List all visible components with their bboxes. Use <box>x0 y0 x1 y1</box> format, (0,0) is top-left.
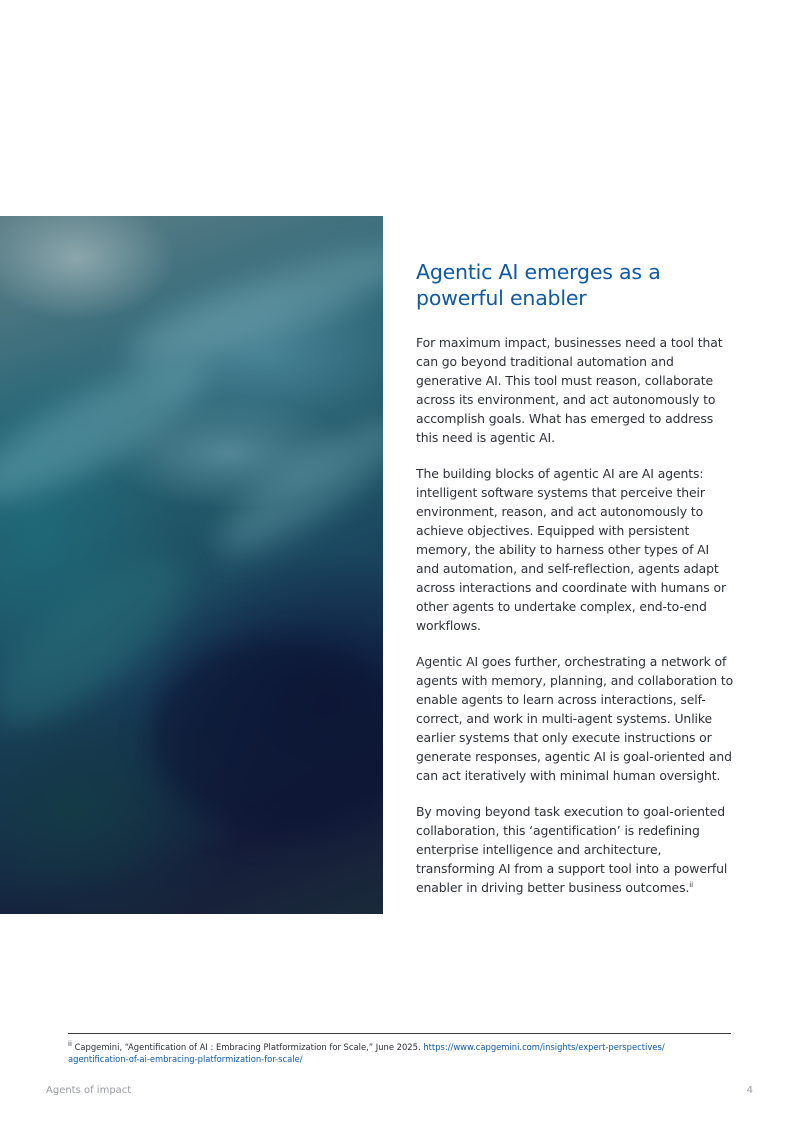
paragraph-2: The building blocks of agentic AI are AI agents: intelligent software systems that perceive their environment, reason, and act autonomously to achieve objectives. Equipped with persistent memory, the ability to harness other types of AI and automation, and self-reflection, agents adapt across interactions and coordinate with humans or other agents to undertake complex, end-to-end workflows. <box>416 466 726 633</box>
footnote-link-part-1[interactable]: https://www.capgemini.com/insights/expert-perspectives/ <box>423 1042 665 1052</box>
section-heading <box>416 259 734 311</box>
footnote-link-part-2[interactable]: agentification-of-ai-embracing-platformization-for-scale/ <box>68 1054 303 1064</box>
footnote <box>68 1041 738 1065</box>
paragraph-3: Agentic AI goes further, orchestrating a network of agents with memory, planning, and collaboration to enable agents to learn across interactions, self-correct, and work in multi-agent systems. Unlike earlier systems that only execute instructions or generate responses, agentic AI is goal-oriented and can act iteratively with minimal human oversight. <box>416 654 734 783</box>
paragraph-4-text: By moving beyond task execution to goal-oriented collaboration, this ‘agentification’ is redefining enterprise intelligence and architecture, transforming AI from a support tool into a powerful enabler in driving better business outcomes. <box>416 804 728 895</box>
paragraph-4 <box>416 802 734 897</box>
footnote-marker: ii <box>68 1040 72 1049</box>
footer-document-title: Agents of impact <box>46 1085 132 1096</box>
hero-abstract-image <box>0 216 383 914</box>
footer-page-number: 4 <box>746 1085 753 1096</box>
heading-line-1: Agentic AI emerges as a <box>416 260 661 284</box>
footnote-text: Capgemini, “Agentification of AI : Embracing Platformization for Scale,” June 2025. <box>74 1042 421 1052</box>
paragraph-1: For maximum impact, businesses need a tool that can go beyond traditional automation and generative AI. This tool must reason, collaborate across its environment, and act autonomously to accomplish goals. What has emerged to address this need is agentic AI. <box>416 335 723 445</box>
footnote-divider <box>68 1033 731 1034</box>
heading-line-2: powerful enabler <box>416 286 587 310</box>
article-content <box>416 259 734 914</box>
footnote-reference[interactable]: ii <box>689 880 693 889</box>
